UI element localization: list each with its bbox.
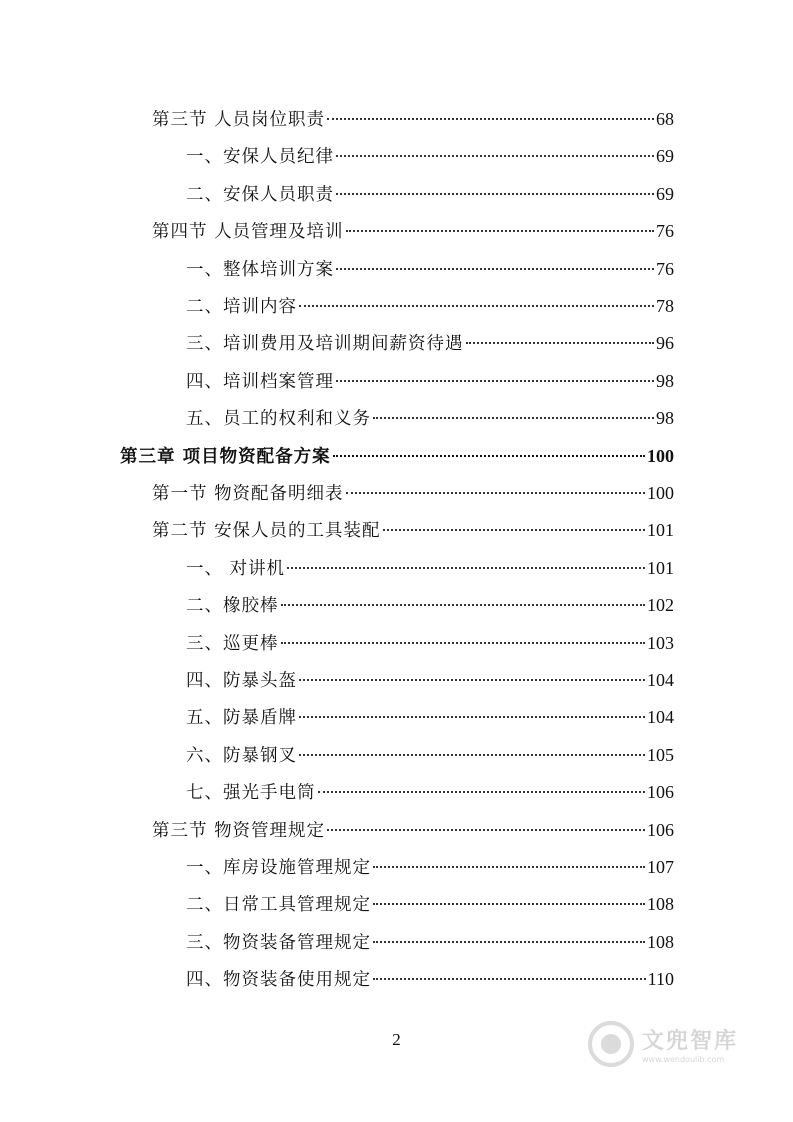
toc-dot-leader xyxy=(373,978,646,980)
toc-entry-page: 96 xyxy=(656,333,674,353)
toc-entry-title: 四、培训档案管理 xyxy=(186,372,334,392)
toc-dot-leader xyxy=(346,230,654,232)
toc-entry-title: 第一节 物资配备明细表 xyxy=(152,484,344,504)
toc-entry-page: 98 xyxy=(656,408,674,428)
toc-entry-title: 五、员工的权利和义务 xyxy=(186,409,371,429)
toc-entry-title: 三、巡更棒 xyxy=(186,634,279,654)
toc-entry[interactable] xyxy=(186,891,674,917)
toc-entry-title: 三、培训费用及培训期间薪资待遇 xyxy=(186,334,464,354)
toc-dot-leader xyxy=(373,417,654,419)
toc-entry-page: 108 xyxy=(647,932,674,952)
toc-dot-leader xyxy=(299,716,645,718)
toc-entry-title: 五、防暴盾牌 xyxy=(186,708,297,728)
toc-entry-title: 四、防暴头盔 xyxy=(186,671,297,691)
toc-entry-page: 76 xyxy=(656,221,674,241)
toc-entry[interactable] xyxy=(186,256,674,282)
toc-dot-leader xyxy=(336,380,654,382)
toc-entry-page: 101 xyxy=(647,520,674,540)
toc-entry[interactable] xyxy=(186,181,674,207)
toc-entry-page: 98 xyxy=(656,371,674,391)
toc-entry-page: 104 xyxy=(647,670,674,690)
toc-entry-title: 第三章 项目物资配备方案 xyxy=(120,447,331,467)
toc-entry-page: 107 xyxy=(647,857,674,877)
toc-dot-leader xyxy=(299,679,645,681)
toc-entry-title: 一、 对讲机 xyxy=(186,559,286,579)
toc-entry-title: 四、物资装备使用规定 xyxy=(186,970,371,990)
toc-entry-page: 78 xyxy=(656,296,674,316)
toc-dot-leader xyxy=(333,455,645,457)
toc-dot-leader xyxy=(336,268,654,270)
toc-entry-page: 69 xyxy=(656,146,674,166)
toc-entry[interactable] xyxy=(186,143,674,169)
toc-entry-title: 六、防暴钢叉 xyxy=(186,746,297,766)
toc-entry[interactable] xyxy=(186,630,674,656)
toc-entry[interactable] xyxy=(152,218,674,244)
toc-entry-title: 一、整体培训方案 xyxy=(186,260,334,280)
toc-entry-title: 二、安保人员职责 xyxy=(186,185,334,205)
toc-entry-title: 二、日常工具管理规定 xyxy=(186,895,371,915)
toc-entry-title: 七、强光手电筒 xyxy=(186,783,316,803)
toc-entry[interactable] xyxy=(186,929,674,955)
toc-entry-page: 102 xyxy=(647,595,674,615)
toc-dot-leader xyxy=(281,642,646,644)
toc-dot-leader xyxy=(346,492,645,494)
toc-dot-leader xyxy=(373,903,645,905)
toc-entry[interactable] xyxy=(152,817,674,843)
toc-entry-page: 104 xyxy=(647,707,674,727)
toc-dot-leader xyxy=(327,829,645,831)
toc-entry[interactable] xyxy=(152,517,674,543)
toc-entry[interactable] xyxy=(186,330,674,356)
toc-dot-leader xyxy=(466,342,655,344)
toc-entry-title: 第二节 安保人员的工具装配 xyxy=(152,521,381,541)
toc-entry[interactable] xyxy=(186,667,674,693)
toc-dot-leader xyxy=(281,604,646,606)
toc-entry[interactable] xyxy=(186,704,674,730)
toc-entry-page: 100 xyxy=(647,446,674,466)
toc-dot-leader xyxy=(336,155,654,157)
toc-entry[interactable] xyxy=(186,854,674,880)
toc-entry-title: 三、物资装备管理规定 xyxy=(186,933,371,953)
watermark-url: www.wendoulib.com xyxy=(642,1055,725,1064)
toc-entry[interactable] xyxy=(186,555,674,581)
toc-entry-page: 76 xyxy=(656,259,674,279)
toc-entry[interactable] xyxy=(186,592,674,618)
page-number: 2 xyxy=(392,1030,401,1049)
toc-dot-leader xyxy=(299,305,654,307)
watermark xyxy=(588,1014,758,1074)
toc-entry-title: 第三节 物资管理规定 xyxy=(152,821,326,841)
toc-entry-page: 100 xyxy=(647,483,674,503)
toc-entry-page: 105 xyxy=(647,745,674,765)
toc-entry-page: 69 xyxy=(656,184,674,204)
toc-entry-title: 二、培训内容 xyxy=(186,297,297,317)
toc-entry[interactable] xyxy=(186,966,674,992)
toc-entry-page: 110 xyxy=(647,969,674,989)
toc-entry-title: 一、安保人员纪律 xyxy=(186,147,334,167)
toc-entry[interactable] xyxy=(120,443,674,469)
watermark-logo-icon xyxy=(588,1021,634,1067)
toc-dot-leader xyxy=(383,529,645,531)
toc-entry-page: 68 xyxy=(656,109,674,129)
toc-entry[interactable] xyxy=(186,293,674,319)
toc-dot-leader xyxy=(336,193,654,195)
toc-entry[interactable] xyxy=(186,368,674,394)
toc-entry[interactable] xyxy=(152,106,674,132)
toc-dot-leader xyxy=(327,118,654,120)
toc-entry-page: 106 xyxy=(647,820,674,840)
watermark-name: 文兜智库 xyxy=(642,1029,739,1054)
toc-entry-page: 101 xyxy=(647,558,674,578)
toc-dot-leader xyxy=(318,791,646,793)
toc-entry-page: 103 xyxy=(647,633,674,653)
toc-entry[interactable] xyxy=(152,480,674,506)
toc-dot-leader xyxy=(287,567,645,569)
toc-entry-title: 一、库房设施管理规定 xyxy=(186,858,371,878)
toc-dot-leader xyxy=(299,754,645,756)
toc-entry[interactable] xyxy=(186,779,674,805)
toc-entry-title: 第四节 人员管理及培训 xyxy=(152,222,344,242)
toc-dot-leader xyxy=(373,941,645,943)
toc-entry-page: 108 xyxy=(647,894,674,914)
toc-entry[interactable] xyxy=(186,405,674,431)
toc-entry-title: 第三节 人员岗位职责 xyxy=(152,110,326,130)
toc-dot-leader xyxy=(373,866,645,868)
toc-entry-title: 二、橡胶棒 xyxy=(186,596,279,616)
toc-entry-page: 106 xyxy=(647,782,674,802)
toc-entry[interactable] xyxy=(186,742,674,768)
